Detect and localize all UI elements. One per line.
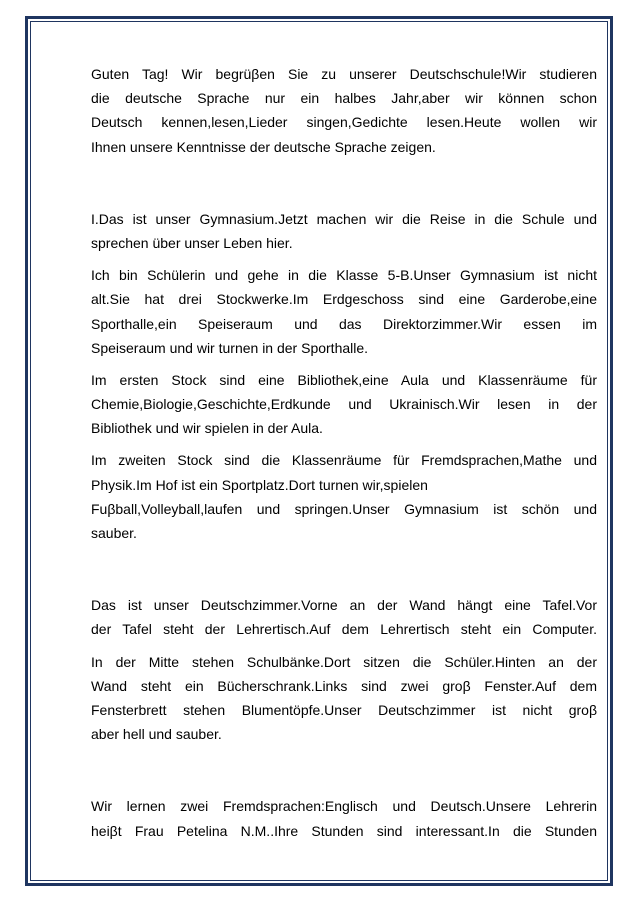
text-line: Im zweiten Stock sind die Klassenräume für Fremdsprachen,Mathe und [91, 452, 597, 469]
text-line: In der Mitte stehen Schulbänke.Dort sitzen die Schüler.Hinten an der [91, 653, 597, 670]
document-body [91, 62, 597, 843]
text-line: Wand steht ein Bücherschrank.Links sind zwei groβ Fenster.Auf dem [91, 677, 597, 694]
text-line: heiβt Frau Petelina N.M..Ihre Stunden sind interessant.In die Stunden [91, 822, 597, 839]
text-line: der Tafel steht der Lehrertisch.Auf dem Lehrertisch steht ein Computer. [91, 621, 597, 638]
text-line: Speiseraum und wir turnen in der Sporthalle. [91, 339, 369, 356]
text-line: Deutsch kennen,lesen,Lieder singen,Gedichte lesen.Heute wollen wir [91, 114, 597, 131]
paragraph-second-floor [91, 448, 597, 545]
text-line: alt.Sie hat drei Stockwerke.Im Erdgeschoss sind eine Garderobe,eine [91, 291, 597, 308]
paragraph-gymnasium-intro [91, 207, 597, 255]
paragraph-ground-floor [91, 263, 597, 360]
text-line: Guten Tag! Wir begrüβen Sie zu unserer Deutschschule!Wir studieren [91, 66, 597, 82]
text-line: Sporthalle,ein Speiseraum und das Direktorzimmer.Wir essen im [91, 315, 597, 332]
text-line: Physik.Im Hof ist ein Sportplatz.Dort turnen wir,spielen [91, 476, 428, 493]
paragraph-german-room [91, 593, 597, 641]
text-line: Bibliothek und wir spielen in der Aula. [91, 420, 323, 437]
paragraph-greeting [91, 62, 597, 159]
text-line: Das ist unser Deutschzimmer.Vorne an der Wand hängt eine Tafel.Vor [91, 597, 597, 614]
text-line: Wir lernen zwei Fremdsprachen:Englisch und Deutsch.Unsere Lehrerin [91, 798, 597, 815]
text-line: Fuβball,Volleyball,laufen und springen.Unser Gymnasium ist schön und [91, 500, 597, 517]
paragraph-room-furniture [91, 650, 597, 747]
text-line: Ich bin Schülerin und gehe in die Klasse 5-B.Unser Gymnasium ist nicht [91, 267, 597, 284]
text-line: sprechen über unser Leben hier. [91, 234, 293, 251]
paragraph-foreign-languages [91, 794, 597, 842]
paragraph-first-floor [91, 368, 597, 441]
text-line: Chemie,Biologie,Geschichte,Erdkunde und Ukrainisch.Wir lesen in der [91, 396, 597, 413]
text-line: Im ersten Stock sind eine Bibliothek,eine Aula und Klassenräume für [91, 371, 597, 388]
text-line: aber hell und sauber. [91, 726, 222, 743]
text-line: Ihnen unsere Kenntnisse der deutsche Sprache zeigen. [91, 138, 436, 155]
text-line: die deutsche Sprache nur ein halbes Jahr,aber wir können schon [91, 90, 597, 107]
text-line: Fensterbrett stehen Blumentöpfe.Unser Deutschzimmer ist nicht groβ [91, 701, 597, 718]
text-line: sauber. [91, 525, 137, 541]
text-line: I.Das ist unser Gymnasium.Jetzt machen wir die Reise in die Schule und [91, 210, 597, 227]
